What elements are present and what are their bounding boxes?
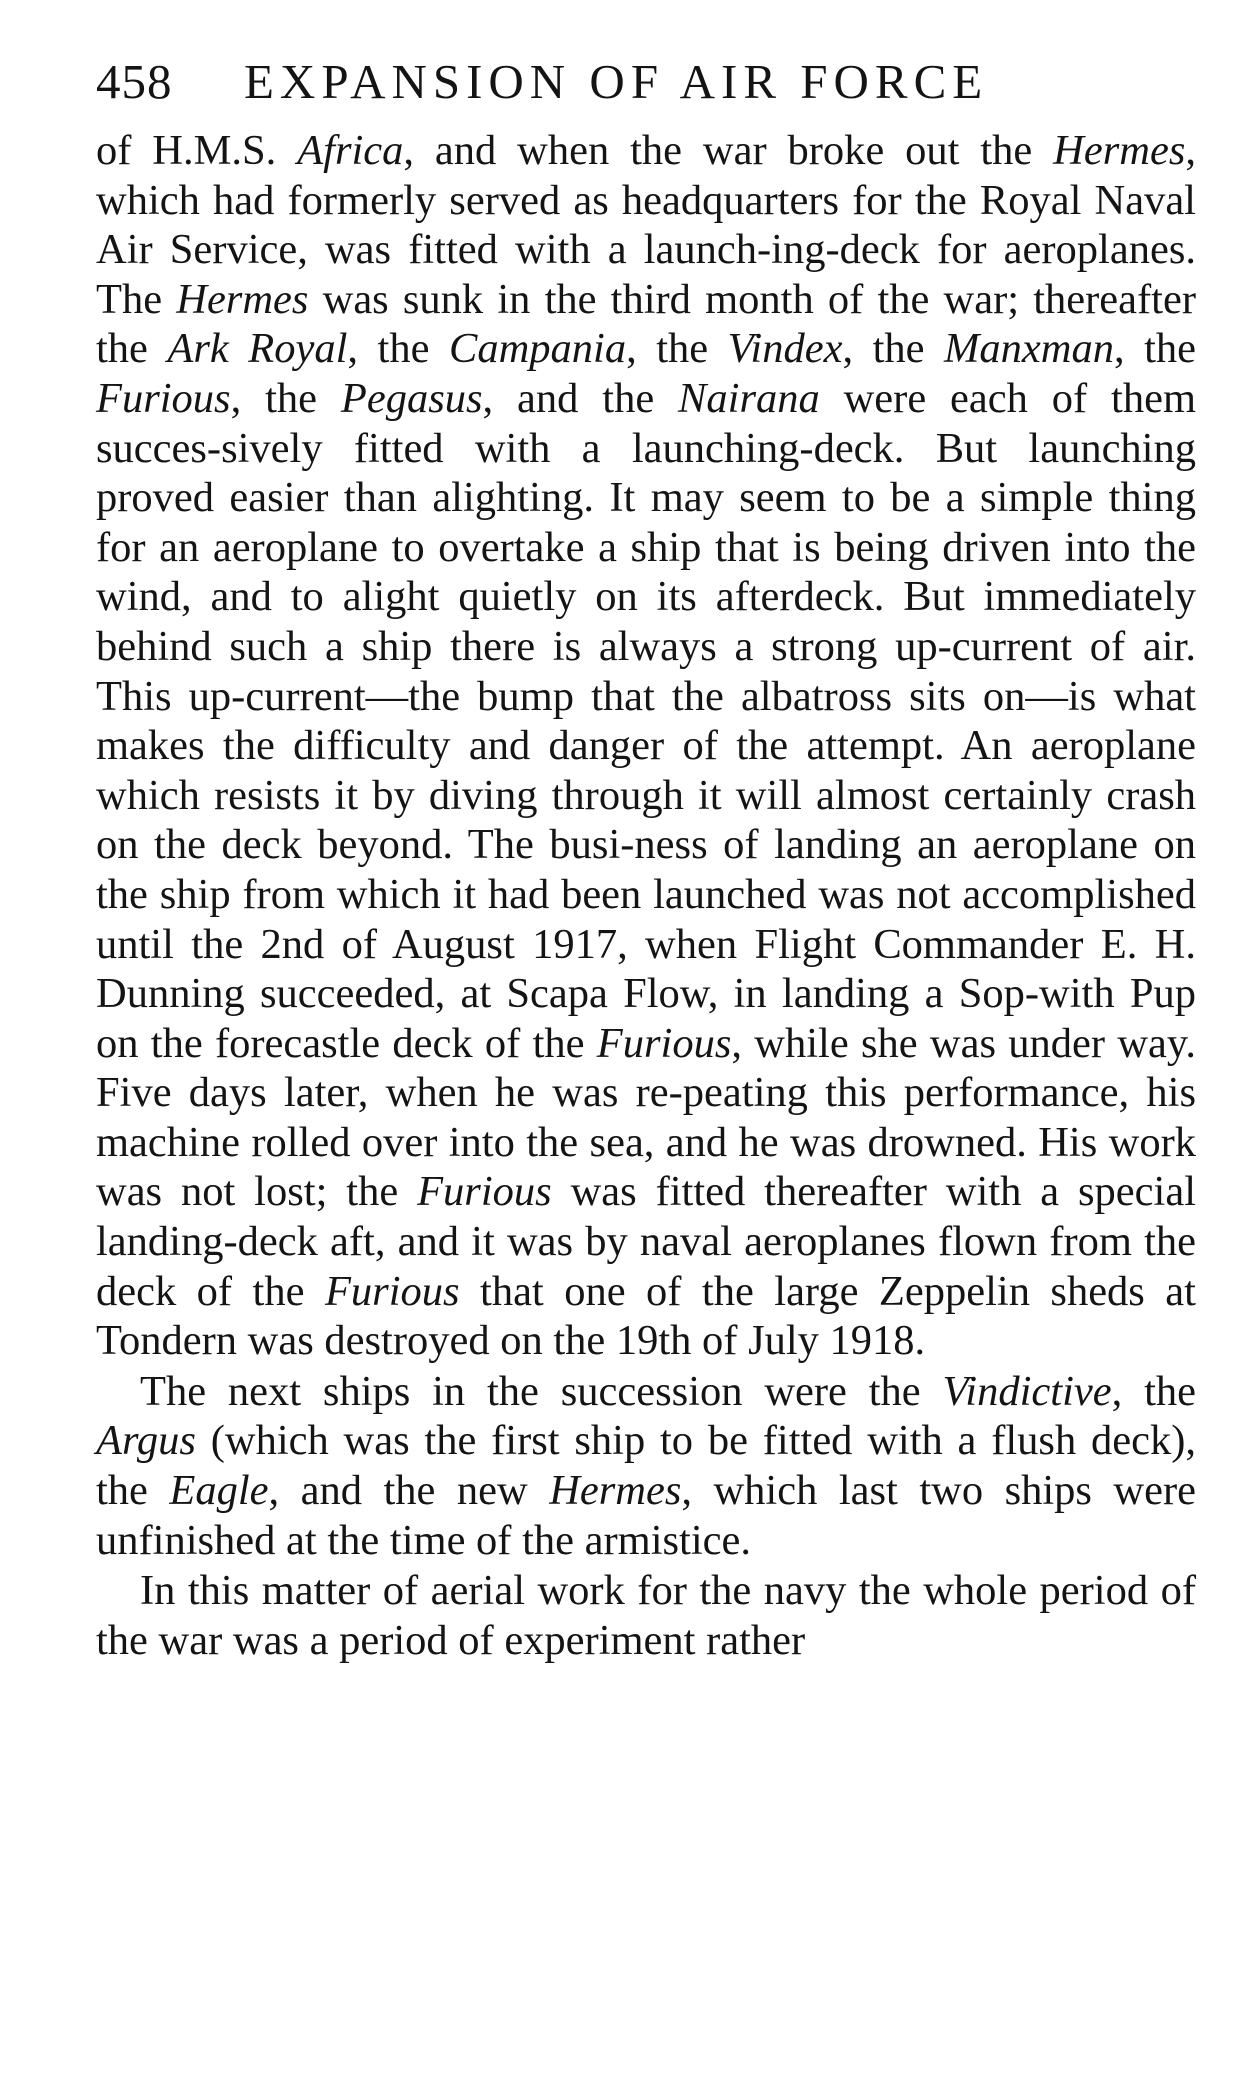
paragraph-3 [96,1566,1196,1665]
text-run: , while she was under way. Five days later, when he was re-peating this performance, his machine rolled over into the sea, and he was drowned. His work was not lost; the [96,1019,1197,1216]
text-run: The next ships in the succession were the [140,1367,943,1415]
ship-name: Furious [96,374,231,422]
text-run: , and the new [268,1467,550,1515]
ship-name: Argus [96,1417,196,1465]
text-run: were each of them succes-sively fitted with a launching-deck. But launching proved easier than alighting. It may seem to be a simple thing for an aeroplane to overtake a ship that is being driven into the wind, and to alight quietly on its afterdeck. But immediately behind such a ship there is always a strong up-current of air. This up-current—the bump that the albatross sits on—is what makes the difficulty and danger of the attempt. An aeroplane which resists it by diving through it will almost certainly crash on the deck beyond. The busi-ness of landing an aeroplane on the ship from which it had been launched was not accomplished until the 2nd of August 1917, when Flight Commander E. H. Dunning succeeded, at Scapa Flow, in landing a Sop-with Pup on the forecastle deck of the [96,374,1196,1067]
ship-name: Vindex [727,325,843,373]
text-run: , which had formerly served as headquarters for the Royal Naval Air Service, was fitted with a launch-ing-deck for aeroplanes. The [96,127,1196,323]
book-page [96,54,1196,1665]
ship-name: Manxman [944,325,1114,373]
ship-name: Ark Royal [167,325,348,373]
ship-name: Nairana [678,374,820,422]
text-run: , and when the war broke out the [403,127,1054,174]
text-run: (which was the first ship to be fitted with a flush deck), the [96,1417,1196,1515]
ship-name: Vindictive [942,1367,1112,1415]
ship-name: Furious [417,1168,552,1216]
ship-name: Hermes [549,1467,682,1515]
ship-name: Hermes [1053,127,1186,174]
ship-name: Eagle [169,1467,269,1515]
ship-name: Pegasus [340,374,483,422]
text-run: , the [347,325,449,373]
text-run: , the [230,374,341,422]
running-head: EXPANSION OF AIR FORCE [244,54,989,109]
paragraph-1 [96,126,1196,1366]
text-run: , the [1113,325,1197,373]
body-text [96,126,1196,1665]
ship-name: Africa [297,127,404,174]
ship-name: Hermes [176,275,309,323]
text-run: was fitted thereafter with a special landing-deck aft, and it was by naval aeroplanes flown from the deck of the [96,1168,1196,1315]
text-run: that one of the large Zeppelin sheds at Tondern was destroyed on the 19th of July 1918. [96,1267,1196,1365]
ship-name: Furious [324,1267,460,1315]
text-run: In this matter of aerial work for the navy the whole period of the war was a period of experiment rather [96,1567,1196,1664]
text-run: , the [626,325,728,373]
ship-name: Campania [448,325,627,373]
page-number: 458 [96,54,173,109]
text-run: , which last two ships were unfinished at the time of the armistice. [96,1467,1197,1564]
text-run: , and the [482,374,679,422]
paragraph-2 [96,1367,1196,1565]
text-run: , the [842,325,945,373]
text-run: was sunk in the third month of the war; thereafter the [96,275,1196,373]
text-run: , the [1111,1367,1196,1415]
page-header [96,54,1196,126]
ship-name: Furious [596,1019,732,1067]
text-run: of H.M.S. [96,127,298,174]
